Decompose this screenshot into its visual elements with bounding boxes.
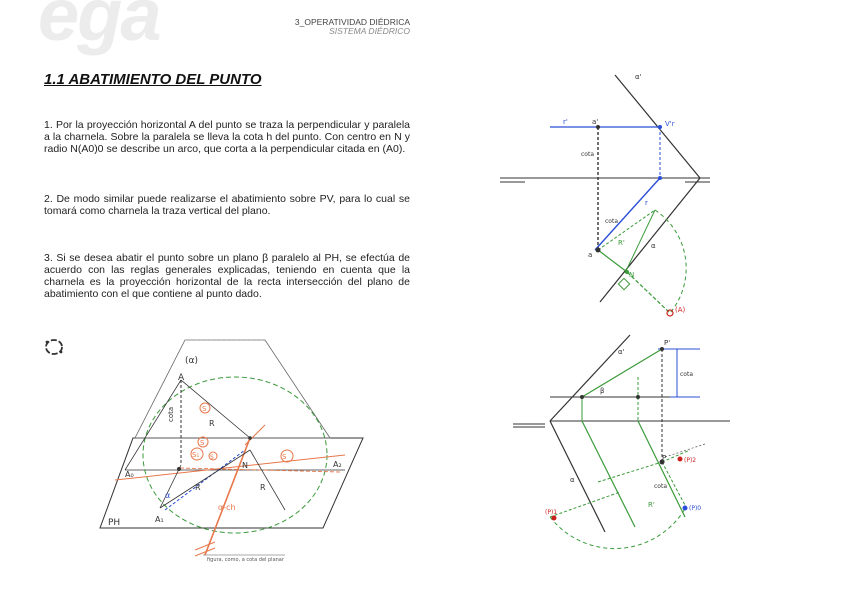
label-P-prime: P' [664,339,671,347]
label-beta: β [600,387,605,395]
ega-logo: ega [38,0,160,56]
label-A2: A₂ [333,460,342,469]
trace-alpha [550,421,605,532]
label-s1: S [202,405,207,413]
label-cota: cota [581,151,594,158]
label-alpha-ch: α-ch [218,503,236,512]
label-a-prime: a' [592,118,599,126]
label-s5: S₁ [192,451,200,459]
perspective-figure [95,330,380,580]
label-alpha-arc: α [165,491,171,500]
label-R-prime: R' [648,501,655,509]
paragraph-3: 3. Si se desea abatir el punto sobre un plano β paralelo al PH, se efectúa de acuerdo con las reglas generales explicadas, teniendo en cuenta que la charnela es la proyección horizontal de la recta intersección del plano de abatimiento con el que contiene al punto dado. [44,252,410,300]
label-v-prime: V'r [665,120,675,128]
abatement-arc [550,507,686,549]
label-cota: cota [680,371,693,378]
label-R2: R [195,483,201,492]
label-s4: S [282,453,287,461]
label-N: N [629,271,635,279]
chapter-title: 3_OPERATIVIDAD DIÉDRICA [294,17,410,27]
dihedral-bottom-figure [510,332,735,568]
label-s3: S [210,454,214,461]
green-perp [598,250,627,272]
paragraph-1: 1. Por la proyección horizontal A del punto se traza la perpendicular y paralela a la charnela. Sobre la paralela se lleva la cota h del punto. Con centro en N y radio N(A0)0 se describe un arco, que corta a la perpendicular citada en (A0). [44,119,410,155]
label-alpha-prime: α' [618,348,625,356]
label-P2: (P)2 [684,457,697,464]
label-R3: R [260,483,266,492]
label-P1: (P)1 [545,509,558,516]
chapter-subtitle: SISTEMA DIÉDRICO [329,25,410,36]
green-line-1 [582,421,635,527]
label-alpha: (α) [185,356,198,366]
abatement-arc [655,210,686,313]
section-title: 1.1 ABATIMIENTO DEL PUNTO [44,71,262,88]
label-r-prime: r' [563,118,568,126]
label-alpha-prime: α' [635,73,642,81]
label-r: r [645,199,648,207]
label-P0: (P)0 [689,505,702,512]
label-A: A [178,373,185,383]
label-alpha: α [651,242,656,250]
orange-line-1 [115,455,345,480]
ring-icon [42,336,68,360]
label-s2: S [200,439,205,447]
label-A1: A₁ [155,515,164,524]
label-PH: PH [108,518,121,528]
chapter-header [295,18,410,36]
horizontal-plane [100,438,363,528]
label-A0: A₀ [125,470,134,479]
label-R: R [209,419,215,428]
label-cota-2: cota [654,483,667,490]
trace-alpha [600,178,700,302]
dihedral-top-figure [495,70,715,320]
label-note: figura, como, a cota del planar [207,557,284,563]
label-cota: cota [167,406,175,422]
paragraph-2: 2. De modo similar puede realizarse el abatimiento sobre PV, para lo cual se tomará como charnela la traza vertical del plano. [44,193,410,217]
label-A-abatido: (A) [675,306,686,314]
label-R-prime: R' [618,239,625,247]
label-alpha: α [570,476,575,484]
label-P: P [662,454,667,462]
label-cota-2: cota [605,218,618,225]
label-a: a [588,251,593,259]
label-N: N [242,461,248,470]
